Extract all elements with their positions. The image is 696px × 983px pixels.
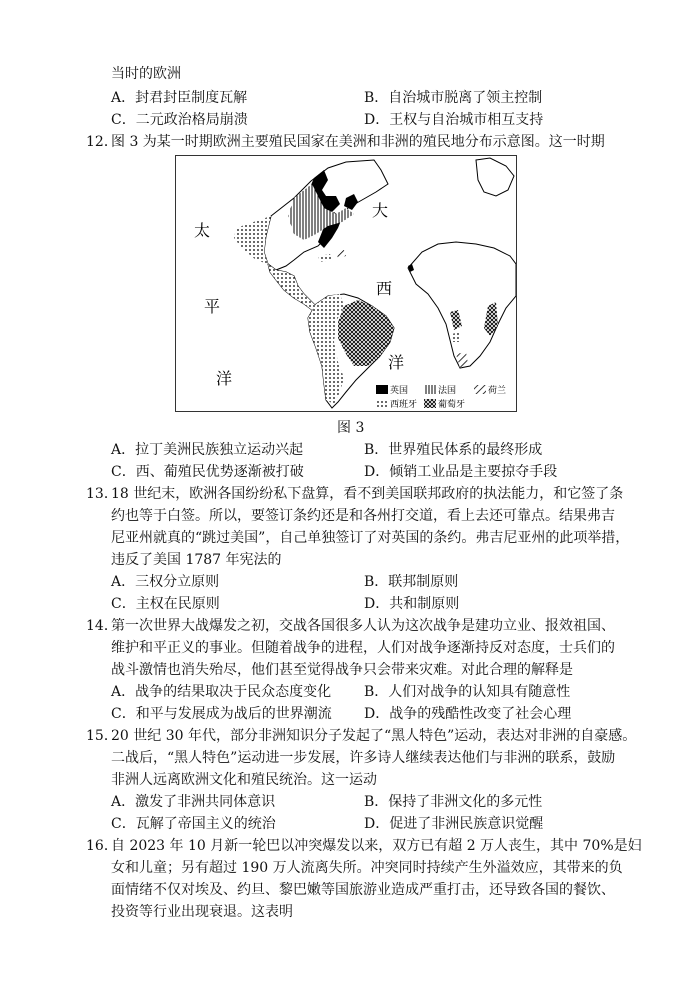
q14-stem-line-1 <box>86 616 615 636</box>
q12-stem-text: 图 3 为某一时期欧洲主要殖民国家在美洲和非洲的殖民地分布示意图。这一时期 <box>111 134 605 150</box>
q11-stem-tail: 当时的欧洲 <box>111 66 181 82</box>
q13-option-a: A．三权分立原则 <box>111 574 220 590</box>
pacific-label-3: 洋 <box>216 369 233 388</box>
map-legend <box>374 382 516 411</box>
q13-stem-line-2: 约也等于白签。所以，要签订条约还是和各州打交道，看上去还可靠点。结果弗吉 <box>111 508 615 524</box>
q11-option-d: D．王权与自治城市相互支持 <box>364 112 544 128</box>
legend-swatch-portugal <box>424 399 436 408</box>
pacific-label-2: 平 <box>204 297 221 316</box>
q16-number: 16． <box>86 838 118 854</box>
legend-label-spain: 西班牙 <box>390 400 418 410</box>
q12-option-d: D．倾销工业品是主要掠夺手段 <box>364 464 558 480</box>
colonial-map <box>175 155 517 412</box>
q11-option-c: C．二元政治格局崩溃 <box>111 112 248 128</box>
q14-option-a: A．战争的结果取决于民众态度变化 <box>111 684 332 700</box>
q13-option-d: D．共和制原则 <box>364 596 460 612</box>
pacific-label-1: 太 <box>194 221 211 240</box>
legend-label-portugal: 葡萄牙 <box>438 400 466 410</box>
legend-swatch-france <box>424 385 436 394</box>
spanish-caribbean <box>318 254 332 262</box>
q14-option-c: C．和平与发展成为战后的世界潮流 <box>111 706 332 722</box>
legend-swatch-britain <box>376 385 388 394</box>
legend-swatch-netherlands <box>474 385 486 394</box>
q15-option-a: A．激发了非洲共同体意识 <box>111 794 276 810</box>
q15-stem-line-3: 非洲人远离欧洲文化和殖民统治。这一运动 <box>111 772 377 788</box>
dutch-caribbean <box>336 250 346 258</box>
q13-text-1: 18 世纪末，欧洲各国纷纷私下盘算，看不到美国联邦政府的执法能力，和它签了条 <box>111 486 624 502</box>
q12-option-c: C．西、葡殖民优势逐渐被打破 <box>111 464 304 480</box>
legend-label-france: 法国 <box>438 386 457 396</box>
atlantic-label-2: 西 <box>376 279 393 298</box>
spanish-mexico-central <box>268 264 316 310</box>
legend-label-netherlands: 荷兰 <box>488 386 507 396</box>
colonial-map-svg <box>176 156 516 411</box>
q13-option-b: B．联邦制原则 <box>364 574 459 590</box>
q12-option-a: A．拉丁美洲民族独立运动兴起 <box>111 442 304 458</box>
q12-number: 12． <box>86 134 118 150</box>
europe-landmass <box>476 158 514 196</box>
atlantic-label-1: 大 <box>372 201 389 220</box>
q13-number: 13． <box>86 486 118 502</box>
legend-label-britain: 英国 <box>390 386 409 396</box>
q12-option-b: B．世界殖民体系的最终形成 <box>364 442 543 458</box>
q14-option-d: D．战争的残酷性改变了社会心理 <box>364 706 572 722</box>
q14-stem-line-2: 维护和平正义的事业。但随着战争的进程，人们对战争逐渐持反对态度，士兵们的 <box>111 640 615 656</box>
africa-landmass <box>408 242 516 368</box>
q14-text-1: 第一次世界大战爆发之初，交战各国很多人认为这次战争是建功立业、报效祖国、 <box>111 618 615 634</box>
q15-option-d: D．促进了非洲民族意识觉醒 <box>364 816 544 832</box>
q16-text-1: 自 2023 年 10 月新一轮巴以冲突爆发以来，双方已有超 2 万人丧生，其中 70%是妇 <box>111 838 642 854</box>
q15-stem-line-1 <box>86 726 636 746</box>
q14-stem-line-3: 战斗激情也消失殆尽，他们甚至觉得战争只会带来灾难。对此合理的解释是 <box>111 662 573 678</box>
q11-option-a: A．封君封臣制度瓦解 <box>111 90 248 106</box>
spanish-north-america <box>234 216 271 264</box>
q14-number: 14． <box>86 618 118 634</box>
q15-option-c: C．瓦解了帝国主义的统治 <box>111 816 276 832</box>
q15-number: 15． <box>86 728 118 744</box>
q11-option-b: B．自治城市脱离了领主控制 <box>364 90 543 106</box>
q16-stem-line-2: 女和儿童；另有超过 190 万人流离失所。冲突同时持续产生外溢效应，其带来的负 <box>111 860 623 876</box>
q13-stem-line-1 <box>86 484 623 504</box>
atlantic-label-3: 洋 <box>388 353 405 372</box>
q12-stem <box>86 132 605 152</box>
q15-text-1: 20 世纪 30 年代，部分非洲知识分子发起了“黑人特色”运动，表达对非洲的自豪感。 <box>111 728 637 744</box>
figure-caption: 图 3 <box>337 420 365 436</box>
q13-stem-line-4: 违反了美国 1787 年宪法的 <box>111 552 282 568</box>
q16-stem-line-4: 投资等行业出现衰退。这表明 <box>111 904 293 920</box>
q14-option-b: B．人们对战争的认知具有随意性 <box>364 684 571 700</box>
q16-stem-line-1 <box>86 836 642 856</box>
q16-stem-line-3: 面情绪不仅对埃及、约旦、黎巴嫩等国旅游业造成严重打击，还导致各国的餐饮、 <box>111 882 615 898</box>
q13-stem-line-3: 尼亚州就真的“跳过美国”，自己单独签订了对英国的条约。弗吉尼亚州的此项举措， <box>111 530 630 546</box>
q13-option-c: C．主权在民原则 <box>111 596 220 612</box>
q15-stem-line-2: 二战后，“黑人特色”运动进一步发展，许多诗人继续表达他们与非洲的联系，鼓励 <box>111 750 616 766</box>
legend-swatch-spain <box>376 399 388 408</box>
q15-option-b: B．保持了非洲文化的多元性 <box>364 794 543 810</box>
